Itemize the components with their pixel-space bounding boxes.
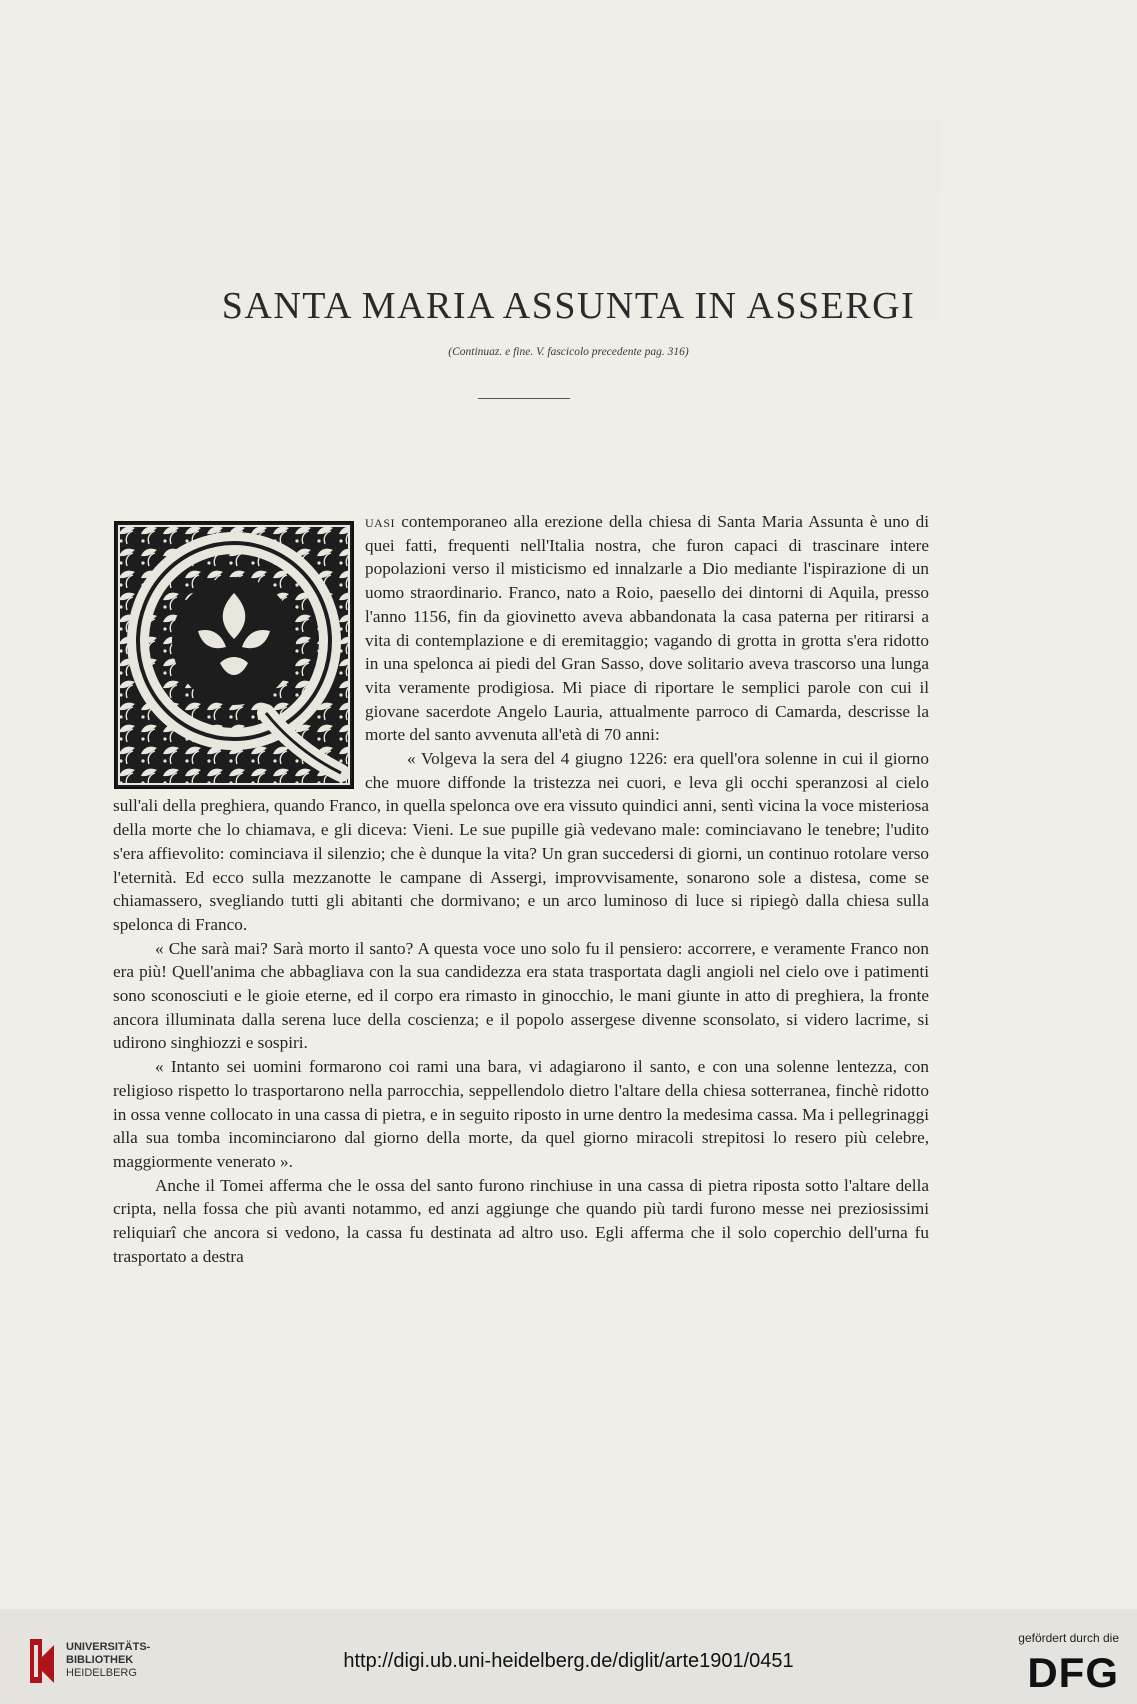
article-subtitle: (Continuaz. e fine. V. fascicolo precedente pag. 316) <box>448 346 689 358</box>
paragraph-1-text: contemporaneo alla erezione della chiesa di Santa Maria Assunta è uno di quei fatti, frequenti nell'Italia nostra, che furon capaci di trascinare intere popolazioni verso il misticismo ed innalzarle a Dio mediante l'ispirazione di un uomo straordinario. Franco, nato a Roio, paesello dei dintorni di Aquila, presso l'anno 1156, fin da giovinetto aveva abbandonata la casa paterna per ritirarsi a vita di contemplazione e di eremitaggio; vagando di grotta in grotta s'era ridotto in una spelonca ai piedi del Gran Sasso, dove solitario aveva trascorso una lunga vita veramente prodigiosa. Mi piace di riportare le semplici parole con cui il giovane sacerdote Angelo Lauria, attualmente parroco di Camarda, descrisse la morte del santo avvenuta all'età di 70 anni: <box>365 512 930 745</box>
lead-word: uasi <box>365 512 396 531</box>
dfg-logo: DFG <box>1027 1649 1119 1696</box>
article-body <box>113 510 929 1269</box>
dropcap-space <box>113 510 365 794</box>
paragraph-1 <box>113 510 929 747</box>
paragraph-3: « Che sarà mai? Sarà morto il santo? A questa voce uno solo fu il pensiero: accorrere, e veramente Franco non era più! Quell'anima che abbagliava con la sua candidezza era stata trasportata dagli angioli nel cielo ove i patimenti sono sconosciuti e le gioie eterne, ed il corpo era rimasto in ginocchio, le mani giunte in atto di preghiera, la fronte ancora illuminata dalla serena luce della coscienza; e il popolo assergese divenne sconsolato, si videro lacrime, si udirono singhiozzi e sospiri. <box>113 938 929 1053</box>
title-divider <box>478 398 570 399</box>
paragraph-4: « Intanto sei uomini formarono coi rami una bara, vi adagiarono il santo, e con una solenne lentezza, con religioso rispetto lo trasportarono nella parrocchia, seppellendolo dietro l'altare della chiesa sotterranea, finchè ridotto in ossa venne collocato in una cassa di pietra, e in seguito riposto in urne dentro la medesima cassa. Ma i pellegrinaggi alla sua tomba incominciarono dal giorno della morte, da quel giorno miracoli strepitosi lo resero più celebre, maggiormente venerato ». <box>113 1057 929 1171</box>
library-name: UNIVERSITÄTS- BIBLIOTHEK HEIDELBERG <box>66 1641 151 1679</box>
source-url-link[interactable]: http://digi.ub.uni-heidelberg.de/diglit/arte1901/0451 <box>343 1650 794 1672</box>
funder-label: gefördert durch die <box>1018 1631 1119 1645</box>
paragraph-5: Anche il Tomei afferma che le ossa del santo furono rinchiuse in una cassa di pietra riposta sotto l'altare della cripta, nella fossa che più avanti notammo, ed anzi aggiunge che quando più tardi furono messe nei preziosissimi reliquiarî che ancora si vedono, la cassa fu destinata ad altro uso. Egli afferma che il solo coperchio dell'urna fu trasportato a destra <box>113 1175 929 1266</box>
article-title: SANTA MARIA ASSUNTA IN ASSERGI <box>221 285 916 327</box>
paragraph-2: « Volgeva la sera del 4 giugno 1226: era quell'ora solenne in cui il giorno che muore diffonde la tristezza nei cuori, e leva gli occhi speranzosi al cielo sull'ali della preghiera, quando Franco, in quella spelonca ove era vissuto quindici anni, sentì vicina la voce misteriosa della morte che lo chiamava, e gli diceva: Vieni. Le sue pupille già vedevano male: cominciavano le tenebre; l'udito s'era affievolito: cominciava il silenzio; che è dunque la vita? Un gran succedersi di giorni, un continuo rotolare verso l'eternità. Ed ecco sulla mezzanotte le campane di Assergi, improvvisamente, sonarono sole a distesa, come se chiamassero, svegliando tutti gli abitanti che dormivano; e un arco luminoso di luce si ripiegò dalla chiesa sulla spelonca di Franco. <box>113 749 929 934</box>
